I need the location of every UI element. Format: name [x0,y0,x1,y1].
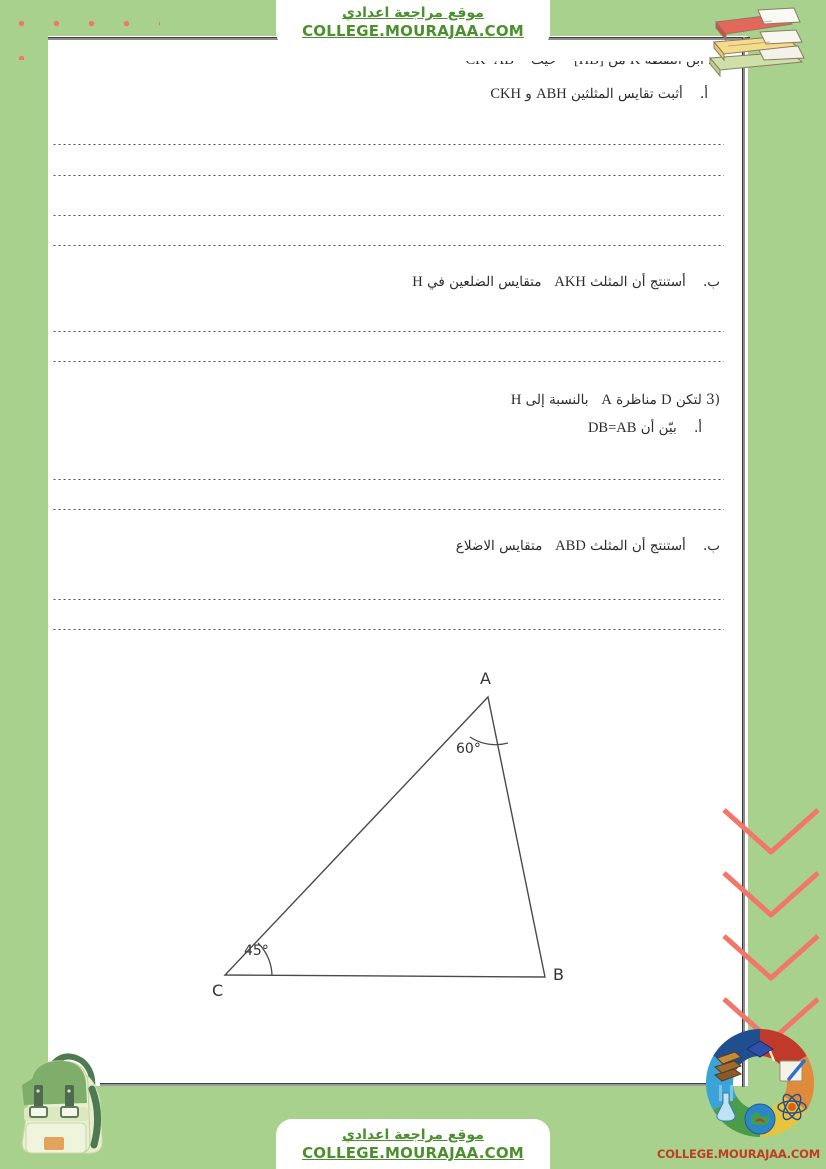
question-3-point-h: H [510,392,522,408]
answer-rule [52,478,724,481]
question-3-number: (3 [706,392,720,408]
answer-rule [52,214,724,217]
triangle-figure [160,655,600,1025]
vertex-label-c: C [212,981,224,1000]
question-3-point-d: D [661,392,672,408]
question-2b-vertex-h: H [412,274,423,290]
site-name-arabic: موقع مراجعة اعدادي [342,5,484,21]
vertex-label-b: B [553,965,564,984]
question-2a-text-a: أثبت تقايس المثلثين [571,86,683,102]
question-3a-text-a: بيّن أن [640,420,677,436]
site-footer-banner [276,1119,550,1169]
logo-icon [700,1023,820,1143]
books-icon [698,2,808,82]
question-2b-triangle-akh: AKH [554,274,586,290]
backpack-illustration [8,1045,120,1163]
question-3b-text-b: متقايس الاضلاع [455,538,543,554]
question-3b [456,538,720,555]
question-3a-relation: DB=AB [587,420,637,436]
question-2b-text-a: أستنتج أن المثلث [590,274,686,290]
question-2b [412,274,720,291]
green-band-left [0,0,48,1169]
triangle-svg [160,655,600,1025]
books-stack-icon [698,2,808,82]
answer-rule [52,143,724,146]
question-3b-text-a: أستنتج أن المثلث [590,538,686,554]
education-wheel-logo [700,1023,820,1143]
question-2b-label: ب. [702,274,720,290]
question-3-text-c: بالنسبة إلى [525,392,589,408]
angle-label-60: 60° [456,741,481,757]
question-2a [490,86,708,103]
question-3b-label: ب. [702,538,720,554]
vertex-label-a: A [480,669,491,688]
question-3b-triangle-abd: ABD [555,538,586,554]
question-2a-conj: و [525,86,532,102]
question-2a-triangle-abh: ABH [536,86,567,102]
backpack-icon [8,1045,120,1163]
question-3a [588,420,702,437]
logo-url-text: COLLEGE.MOURAJAA.COM [656,1147,820,1161]
answer-rule [52,174,724,177]
answer-rule [52,330,724,333]
site-header-banner [276,0,550,48]
question-3 [511,392,720,409]
answer-rule [52,360,724,363]
angle-label-45: 45° [244,943,269,959]
dot-pattern-decoration-left [0,0,48,60]
question-3-point-a: A [601,392,612,408]
question-3a-label: أ. [693,420,702,436]
question-3-text-b: مناظرة [616,392,657,408]
answer-rule [52,628,724,631]
question-2a-triangle-ckh: CKH [490,86,521,102]
site-name-arabic-footer: موقع مراجعة اعدادي [342,1127,484,1143]
answer-rule [52,508,724,511]
question-2a-label: أ. [699,86,708,102]
answer-rule [52,598,724,601]
answer-rule [52,244,724,247]
question-2b-text-b: متقايس الضلعين في [427,274,542,290]
triangle-abc-path [225,697,545,977]
sheet-border-bottom [100,1083,720,1086]
site-url-header: COLLEGE.MOURAJAA.COM [302,22,524,40]
site-url-footer: COLLEGE.MOURAJAA.COM [302,1144,524,1162]
question-3-text-a: لتكن [675,392,702,408]
